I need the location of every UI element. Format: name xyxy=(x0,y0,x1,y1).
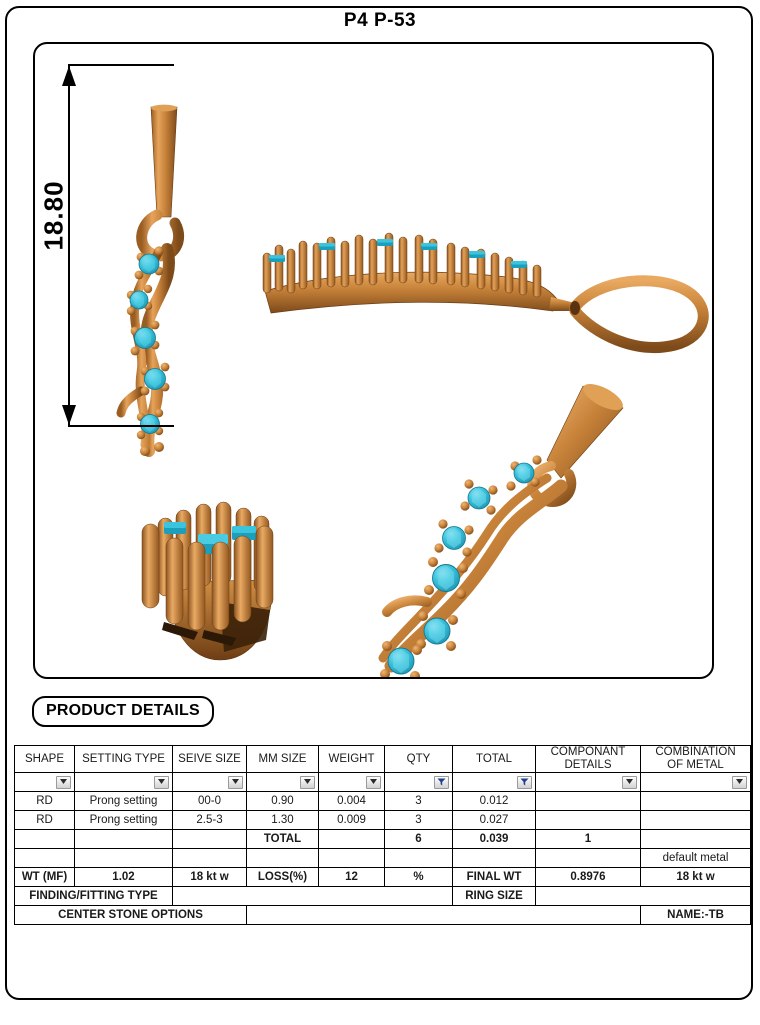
finding-fitting-value[interactable] xyxy=(173,887,453,906)
cell-setting-type: Prong setting xyxy=(75,792,173,811)
default-metal-value: default metal xyxy=(641,849,751,868)
final-wt-value: 0.8976 xyxy=(536,868,641,887)
table-filter-row xyxy=(15,773,751,792)
total-cell-componant-details: 1 xyxy=(536,830,641,849)
final-wt-metal: 18 kt w xyxy=(641,868,751,887)
dropdown-arrow-icon[interactable] xyxy=(732,776,747,789)
cell-shape: RD xyxy=(15,811,75,830)
loss-label: LOSS(%) xyxy=(247,868,319,887)
cell-qty: 3 xyxy=(385,811,453,830)
filter-cell-mm-size[interactable] xyxy=(247,773,319,792)
header-componant-details-line2: DETAILS xyxy=(564,759,612,771)
wt-mf-label: WT (MF) xyxy=(15,868,75,887)
header-combination-line1: COMBINATION xyxy=(655,746,736,758)
metal-row-blank-7 xyxy=(453,849,536,868)
dropdown-arrow-icon[interactable] xyxy=(228,776,243,789)
header-qty: QTY xyxy=(385,746,453,773)
total-cell-qty: 6 xyxy=(385,830,453,849)
metal-row-blank-2 xyxy=(75,849,173,868)
jewelry-angled-view xyxy=(365,374,635,679)
table-center-stone-row xyxy=(15,906,751,925)
metal-row-blank-8 xyxy=(536,849,641,868)
total-cell-setting-type xyxy=(75,830,173,849)
finding-fitting-label: FINDING/FITTING TYPE xyxy=(15,887,173,906)
filter-cell-setting-type[interactable] xyxy=(75,773,173,792)
header-total: TOTAL xyxy=(453,746,536,773)
metal-row-blank-3 xyxy=(173,849,247,868)
ring-size-value[interactable] xyxy=(536,887,751,906)
cell-seive-size: 2.5-3 xyxy=(173,811,247,830)
filter-cell-seive-size[interactable] xyxy=(173,773,247,792)
header-combination-of-metal xyxy=(641,746,751,773)
jewelry-front-view xyxy=(115,99,225,479)
center-stone-options-label: CENTER STONE OPTIONS xyxy=(15,906,247,925)
total-cell-combination-of-metal xyxy=(641,830,751,849)
filter-cell-qty[interactable] xyxy=(385,773,453,792)
center-stone-options-value[interactable] xyxy=(247,906,641,925)
header-setting-type: SETTING TYPE xyxy=(75,746,173,773)
table-total-row xyxy=(15,830,751,849)
filter-cell-componant-details[interactable] xyxy=(536,773,641,792)
dimension-extension-top xyxy=(68,64,174,66)
dimension-label: 18.80 xyxy=(38,180,69,251)
ring-size-label: RING SIZE xyxy=(453,887,536,906)
filter-cell-shape[interactable] xyxy=(15,773,75,792)
total-cell-weight xyxy=(319,830,385,849)
cell-qty: 3 xyxy=(385,792,453,811)
total-label: TOTAL xyxy=(247,830,319,849)
filter-cell-combination-of-metal[interactable] xyxy=(641,773,751,792)
cell-mm-size: 1.30 xyxy=(247,811,319,830)
jewelry-bottom-view xyxy=(120,482,300,672)
cell-setting-type: Prong setting xyxy=(75,811,173,830)
metal-row-blank-5 xyxy=(319,849,385,868)
table-weight-row xyxy=(15,868,751,887)
filter-funnel-icon[interactable] xyxy=(434,776,449,789)
cell-componant-details xyxy=(536,811,641,830)
cell-total: 0.027 xyxy=(453,811,536,830)
table-finding-row xyxy=(15,887,751,906)
cell-componant-details xyxy=(536,792,641,811)
product-details-badge: PRODUCT DETAILS xyxy=(32,696,214,727)
jewelry-side-view xyxy=(257,229,714,364)
header-componant-details-line1: COMPONANT xyxy=(550,746,626,758)
header-combination-line2: OF METAL xyxy=(667,759,724,771)
loss-value: 12 xyxy=(319,868,385,887)
total-cell-seive-size xyxy=(173,830,247,849)
metal-row-blank-6 xyxy=(385,849,453,868)
final-wt-label: FINAL WT xyxy=(453,868,536,887)
dropdown-arrow-icon[interactable] xyxy=(56,776,71,789)
table-header-row xyxy=(15,746,751,773)
product-details-table xyxy=(14,745,751,925)
dropdown-arrow-icon[interactable] xyxy=(366,776,381,789)
total-cell-total: 0.039 xyxy=(453,830,536,849)
header-weight: WEIGHT xyxy=(319,746,385,773)
header-componant-details xyxy=(536,746,641,773)
table-row xyxy=(15,792,751,811)
dropdown-arrow-icon[interactable] xyxy=(622,776,637,789)
filter-funnel-icon[interactable] xyxy=(517,776,532,789)
wt-metal-value: 18 kt w xyxy=(173,868,247,887)
dropdown-arrow-icon[interactable] xyxy=(300,776,315,789)
cell-weight: 0.009 xyxy=(319,811,385,830)
metal-row-blank-1 xyxy=(15,849,75,868)
cell-total: 0.012 xyxy=(453,792,536,811)
dimension-arrow-top-icon xyxy=(62,66,76,86)
metal-row-blank-4 xyxy=(247,849,319,868)
cell-weight: 0.004 xyxy=(319,792,385,811)
cell-seive-size: 00-0 xyxy=(173,792,247,811)
header-shape: SHAPE xyxy=(15,746,75,773)
total-cell-shape xyxy=(15,830,75,849)
name-label: NAME:-TB xyxy=(641,906,751,925)
header-mm-size: MM SIZE xyxy=(247,746,319,773)
filter-cell-total[interactable] xyxy=(453,773,536,792)
filter-cell-weight[interactable] xyxy=(319,773,385,792)
header-seive-size: SEIVE SIZE xyxy=(173,746,247,773)
loss-unit: % xyxy=(385,868,453,887)
dropdown-arrow-icon[interactable] xyxy=(154,776,169,789)
cell-shape: RD xyxy=(15,792,75,811)
dimension-arrow-bottom-icon xyxy=(62,405,76,425)
cell-mm-size: 0.90 xyxy=(247,792,319,811)
dimension-extension-bottom xyxy=(68,425,174,427)
render-view-panel xyxy=(33,42,714,679)
table-metal-row xyxy=(15,849,751,868)
page-title: P4 P-53 xyxy=(343,10,417,31)
wt-mf-value: 1.02 xyxy=(75,868,173,887)
cell-combination-of-metal xyxy=(641,792,751,811)
cell-combination-of-metal xyxy=(641,811,751,830)
table-row xyxy=(15,811,751,830)
